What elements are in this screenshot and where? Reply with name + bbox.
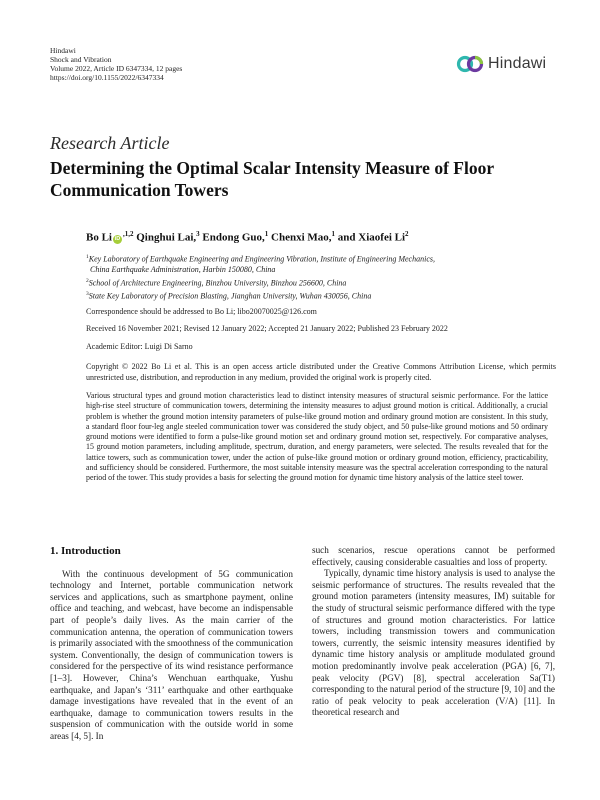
journal-meta: [50, 46, 182, 82]
affiliation-line: [86, 276, 556, 289]
correspondence: Correspondence should be addressed to Bo Li; libo20070025@126.com: [86, 307, 317, 316]
journal-name: Shock and Vibration: [50, 55, 112, 64]
affiliation-text: School of Architecture Engineering, Binzhou University, Binzhou 256600, China: [88, 278, 347, 288]
publication-dates: Received 16 November 2021; Revised 12 January 2022; Accepted 21 January 2022; Published 23 February 2022: [86, 324, 448, 333]
author-separator: and: [335, 231, 359, 244]
author-affiliation-marker: ,1,2: [122, 230, 134, 238]
hindawi-logo[interactable]: [456, 50, 556, 78]
academic-editor: Academic Editor: Luigi Di Sarno: [86, 342, 193, 351]
logo-wordmark: Hindawi: [488, 55, 547, 72]
author-name: Chenxi Mao,: [271, 231, 332, 244]
affiliation-number: 3: [86, 290, 89, 297]
volume-line: Volume 2022, Article ID 6347334, 12 pages: [50, 64, 183, 73]
affiliation-line: [86, 252, 556, 265]
affiliation-text: Key Laboratory of Earthquake Engineering and Engineering Vibration, Institute of Engineering Mechanics,: [88, 254, 435, 264]
author-name: Xiaofei Li: [358, 231, 406, 244]
affiliation-number: 1: [86, 254, 89, 260]
abstract: Various structural types and ground motion characteristics lead to distinct intensity measures of structural seismic performance. For the lattice high-rise steel structure of communication towers, determining the intensity measures to adjust ground motion is critical. Additionally, a crucial problem is whether the ground motion intensity parameters of pulse-like ground motion and ordinary ground motion are consistent. In this study, a standard floor four-leg angle steeled communication tower was considered the study object, and 50 pulse-like ground motions and 50 ordinary ground motions were identified to form a pulse-like ground motion set and ordinary ground motion set, respectively. For comparative analyses, 15 ground motion parameters, including amplitude, spectrum, duration, and energy parameters, were selected. The results revealed that for the lattice towers, such as communication tower, under the action of pulse-like ground motion or ordinary ground motion, efficiency, practicability, and sufficiency should be considered. Furthermore, the most suitable intensity measure was the spectral acceleration corresponding to the natural period of the tower. This study provides a basis for selecting the ground motion for dynamic time history analysis of the lattice steel tower.: [86, 391, 548, 483]
author-affiliation-marker: 1: [331, 230, 336, 238]
left-column: [50, 546, 293, 743]
affiliation-number: 2: [86, 277, 89, 284]
author-name: Qinghui Lai,: [136, 231, 197, 244]
paper-title: Determining the Optimal Scalar Intensity Measure of Floor Communication Towers: [50, 158, 494, 200]
intro-paragraph-continued: such scenarios, rescue operations cannot be performed effectively, causing considerable casualties and loss of property.: [312, 545, 555, 567]
intro-paragraph-1: With the continuous development of 5G communication technology and Internet, portable communication network services and applications, such as smartphone payment, online office and teaching, and webcast, have become an indispensable part of people’s daily lives. As the main carrier of the communication antenna, the operation of communication towers is primarily associated with the smoothness of the communication system. Conventionally, the design of communication towers is considered for the perspective of its wind resistance performance [1–3]. However, China’s Wenchuan earthquake, Yushu earthquake, and Japan’s ‘311’ earthquake and other earthquake damage investigations have revealed that in the event of an earthquake, damage to communication towers results in the suspension of communication with the outside world in some areas [4, 5]. In: [50, 568, 293, 741]
orcid-icon[interactable]: iD: [114, 235, 121, 242]
doi-link[interactable]: https://doi.org/10.1155/2022/6347334: [50, 73, 164, 82]
author-name: Bo Li: [86, 231, 112, 244]
affiliation-text: China Earthquake Administration, Harbin 150080, China: [90, 265, 276, 275]
author-list: [86, 230, 556, 244]
affiliation-text: State Key Laboratory of Precision Blasting, Jianghan University, Wuhan 430056, China: [88, 291, 372, 301]
author-affiliation-marker: 1: [264, 230, 269, 238]
section-heading: 1. Introduction: [50, 545, 121, 557]
intro-paragraph-2: Typically, dynamic time history analysis is used to analyse the seismic performance of structures. The results revealed that the ground motion parameters (intensity measures, IM) suitable for the study of structural seismic performance differed with the type of structures and ground motion characteristics. For lattice towers, including transmission towers and communication towers, currently, the seismic intensity measures identified by dynamic time history analysis or amplitude modulated ground motion predominantly involve peak acceleration (PGA) [6, 7], peak velocity (PGV) [8], spectral acceleration Sa(T1) corresponding to the natural period of the structure [9, 10] and the ratio of peak velocity to peak acceleration (V/A) [11]. In theoretical research and: [312, 568, 555, 718]
right-column: [312, 545, 555, 719]
publisher-name: Hindawi: [50, 46, 76, 55]
author-affiliation-marker: 2: [405, 230, 409, 238]
author-name: Endong Guo,: [202, 231, 265, 244]
affiliations: [86, 252, 556, 302]
hindawi-rings-icon: [456, 54, 484, 74]
copyright-notice: Copyright © 2022 Bo Li et al. This is an open access article distributed under the Creative Commons Attribution License, which permits unrestricted use, distribution, and reproduction in any medium, provided the original work is properly cited.: [86, 362, 556, 382]
article-type: Research Article: [50, 133, 170, 153]
affiliation-line: [86, 289, 556, 302]
author-affiliation-marker: 3: [196, 230, 200, 238]
